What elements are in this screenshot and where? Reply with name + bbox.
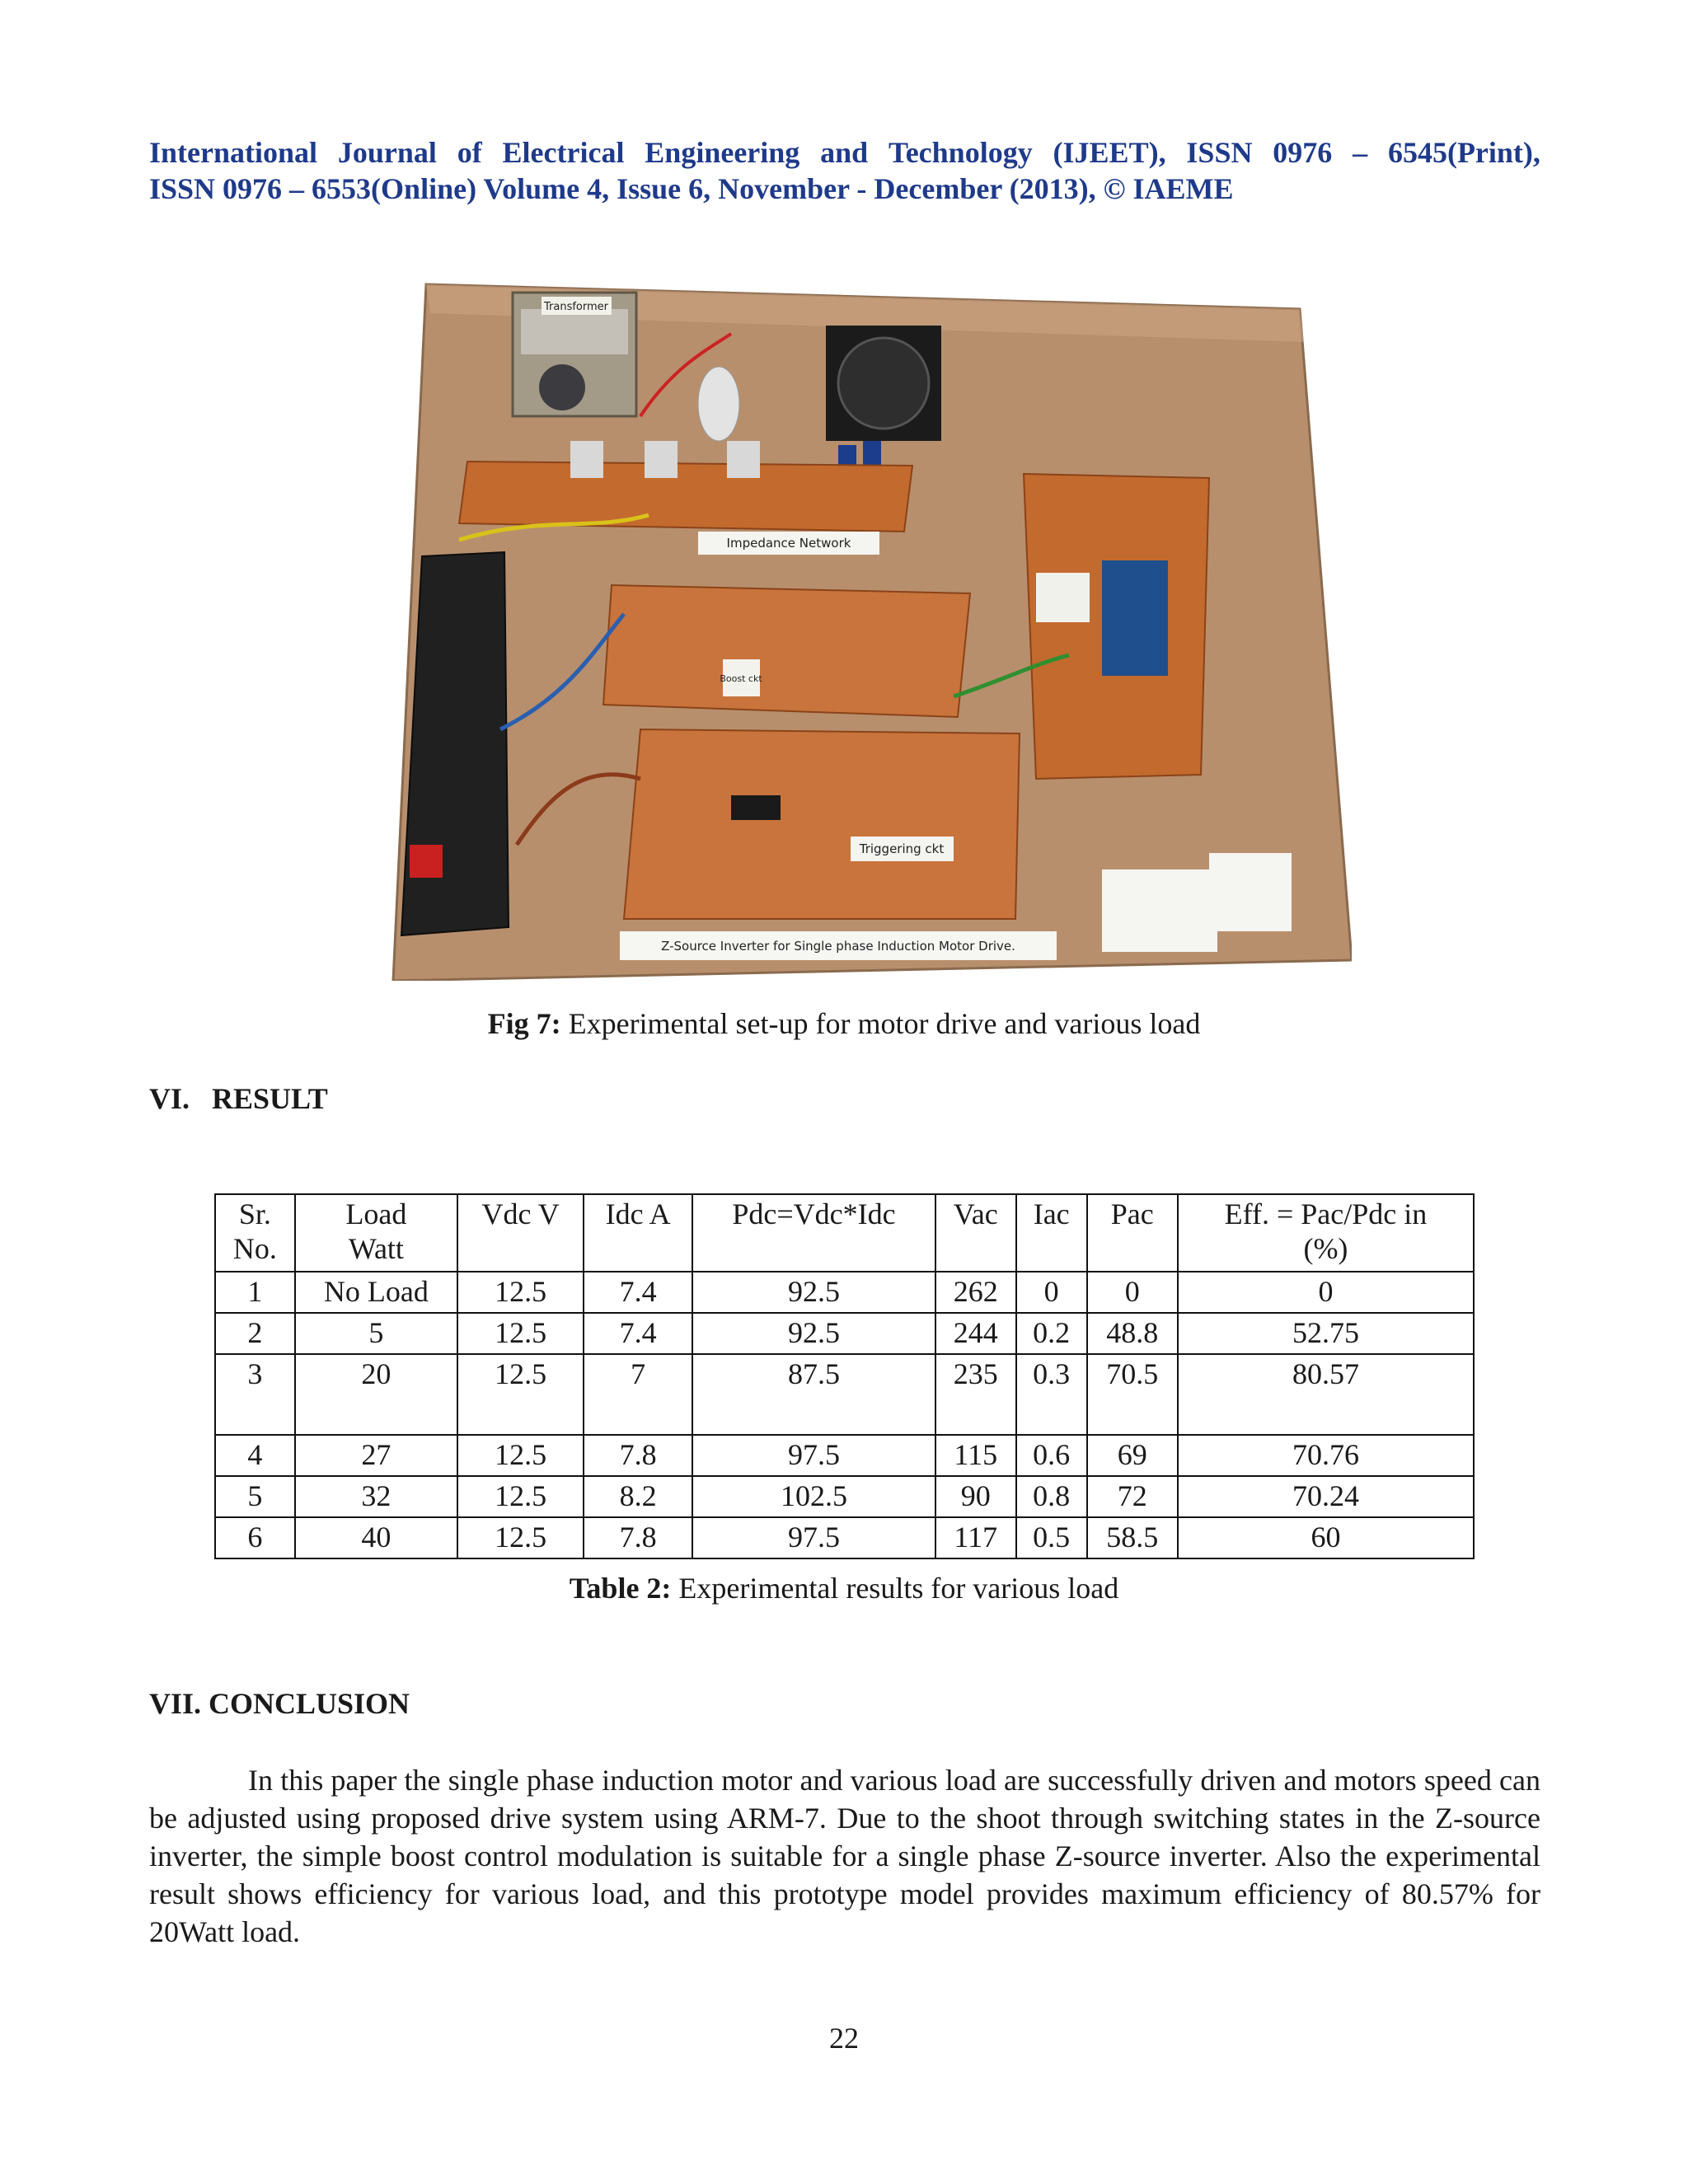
table-cell: 80.57: [1178, 1354, 1474, 1435]
table-cell: 7.4: [584, 1313, 692, 1354]
header-word: (IJEET),: [1053, 136, 1166, 169]
table-row: [215, 1517, 1474, 1558]
table-cell: 115: [935, 1435, 1016, 1476]
table-cell: 0.8: [1016, 1476, 1087, 1517]
load-card: [1209, 853, 1292, 931]
table-cell: 32: [295, 1476, 457, 1517]
header-word: ISSN: [1186, 136, 1253, 169]
table-cell: 40: [295, 1517, 457, 1558]
heatsink: [570, 441, 603, 478]
header-word: Electrical: [502, 136, 625, 169]
table-cell: 0.6: [1016, 1435, 1087, 1476]
table-header-cell: Iac: [1016, 1194, 1087, 1272]
table-cell: 92.5: [692, 1272, 935, 1313]
transformer-label: Transformer: [543, 301, 609, 313]
header-word: 6545(Print),: [1387, 136, 1540, 169]
results-table: [214, 1193, 1475, 1559]
table-cell: 0: [1178, 1272, 1474, 1313]
table-header-cell: Idc A: [584, 1194, 692, 1272]
header-word: International: [149, 136, 318, 169]
table-row: [215, 1435, 1474, 1476]
table-cell: 4: [215, 1435, 295, 1476]
table-cell: 12.5: [457, 1272, 584, 1313]
table-cell: 235: [935, 1354, 1016, 1435]
journal-header: [149, 134, 1540, 207]
table-cell: 5: [215, 1476, 295, 1517]
table-cell: 117: [935, 1517, 1016, 1558]
table-header-cell: Pac: [1087, 1194, 1178, 1272]
page-number: 22: [829, 2022, 859, 2055]
table-cell: 5: [295, 1313, 457, 1354]
header-word: 0976: [1273, 136, 1333, 169]
table-header-cell: Pdc=Vdc*Idc: [692, 1194, 935, 1272]
table-cell: 20: [295, 1354, 457, 1435]
header-word: Engineering: [645, 136, 800, 169]
table-cell: 12.5: [457, 1354, 584, 1435]
table-row: [215, 1272, 1474, 1313]
table-caption: [0, 1570, 1688, 1606]
table-cell: 87.5: [692, 1354, 935, 1435]
header-word: Journal: [337, 136, 437, 169]
table-cell: No Load: [295, 1272, 457, 1313]
transformer-coil: [539, 364, 585, 410]
section-heading-result: VI. RESULT: [149, 1082, 328, 1115]
table-cell: 0.5: [1016, 1517, 1087, 1558]
table-row: [215, 1476, 1474, 1517]
boost-board: [603, 585, 970, 717]
table-cell: 90: [935, 1476, 1016, 1517]
figure-caption-text: Experimental set-up for motor drive and various load: [560, 1007, 1201, 1040]
board-title-label: Z-Source Inverter for Single phase Induction Motor Drive.: [661, 939, 1015, 954]
section-heading-conclusion: VII. CONCLUSION: [149, 1687, 410, 1720]
table-row: [215, 1354, 1474, 1435]
figure-caption: [0, 1005, 1688, 1042]
triggering-label: Triggering ckt: [859, 841, 945, 856]
table-caption-text: Experimental results for various load: [671, 1572, 1119, 1605]
ic-chip: [731, 795, 781, 820]
experimental-setup-photo: [377, 268, 1352, 981]
table-caption-label: Table 2:: [569, 1572, 672, 1605]
impedance-network-board: [459, 462, 912, 532]
table-header-cell: Vac: [935, 1194, 1016, 1272]
table-cell: 60: [1178, 1517, 1474, 1558]
table-cell: 70.24: [1178, 1476, 1474, 1517]
table-cell: 7.8: [584, 1435, 692, 1476]
arm7-module: [1102, 560, 1168, 676]
table-cell: 7.4: [584, 1272, 692, 1313]
table-cell: 262: [935, 1272, 1016, 1313]
table-cell: 12.5: [457, 1517, 584, 1558]
table-cell: 0: [1016, 1272, 1087, 1313]
table-cell: 92.5: [692, 1313, 935, 1354]
table-cell: 0: [1087, 1272, 1178, 1313]
table-header-row: [215, 1194, 1474, 1272]
table-header-cell: Load Watt: [295, 1194, 457, 1272]
heatsink: [727, 441, 760, 478]
table-header-cell: Vdc V: [457, 1194, 584, 1272]
table-cell: 6: [215, 1517, 295, 1558]
table-cell: 97.5: [692, 1435, 935, 1476]
triggering-board: [624, 729, 1020, 919]
setup-photo-drawing: [377, 268, 1352, 981]
table-cell: 0.3: [1016, 1354, 1087, 1435]
header-word: –: [1353, 136, 1368, 169]
figure-caption-label: Fig 7:: [487, 1007, 561, 1040]
table-cell: 69: [1087, 1435, 1178, 1476]
conclusion-paragraph: In this paper the single phase induction motor and various load are successfully driven and motors speed can be adjusted using proposed drive system using ARM-7. Due to the shoot through switching states in the Z-source inverter, the simple boost control modulation is suitable for a single phase Z-source inverter. Also the experimental result shows efficiency for various load, and this prototype model provides maximum efficiency of 80.57% for 20Watt load.: [149, 1764, 1540, 1948]
boost-label: Boost ckt: [720, 673, 762, 684]
battery-terminal: [410, 845, 443, 878]
table-cell: 0.2: [1016, 1313, 1087, 1354]
table-row: [215, 1313, 1474, 1354]
table-cell: 7.8: [584, 1517, 692, 1558]
journal-header-line1: [149, 134, 1540, 171]
table-header-cell: Sr. No.: [215, 1194, 295, 1272]
header-word: and: [820, 136, 869, 169]
table-cell: 12.5: [457, 1435, 584, 1476]
table-cell: 12.5: [457, 1313, 584, 1354]
table-header-cell: Eff. = Pac/Pdc in (%): [1178, 1194, 1474, 1272]
table-cell: 1: [215, 1272, 295, 1313]
table-cell: 70.5: [1087, 1354, 1178, 1435]
table-cell: 8.2: [584, 1476, 692, 1517]
load-card: [1102, 869, 1217, 952]
table-cell: 97.5: [692, 1517, 935, 1558]
table-cell: 48.8: [1087, 1313, 1178, 1354]
heatsink: [645, 441, 678, 478]
header-word: of: [457, 136, 482, 169]
table-cell: 7: [584, 1354, 692, 1435]
board-label-tag: [1036, 573, 1090, 622]
table-cell: 58.5: [1087, 1517, 1178, 1558]
transformer-core: [521, 309, 628, 354]
table-cell: 102.5: [692, 1476, 935, 1517]
header-word: Technology: [889, 136, 1033, 169]
impedance-label: Impedance Network: [726, 536, 851, 551]
table-cell: 70.76: [1178, 1435, 1474, 1476]
table-cell: 3: [215, 1354, 295, 1435]
table-cell: 2: [215, 1313, 295, 1354]
table-cell: 244: [935, 1313, 1016, 1354]
table-cell: 52.75: [1178, 1313, 1474, 1354]
capacitor: [698, 367, 739, 441]
table-cell: 27: [295, 1435, 457, 1476]
table-cell: 72: [1087, 1476, 1178, 1517]
table-cell: 12.5: [457, 1476, 584, 1517]
fan-blades: [838, 338, 929, 429]
journal-header-line2: ISSN 0976 – 6553(Online) Volume 4, Issue 6, November - December (2013), © IAEME: [149, 172, 1234, 205]
